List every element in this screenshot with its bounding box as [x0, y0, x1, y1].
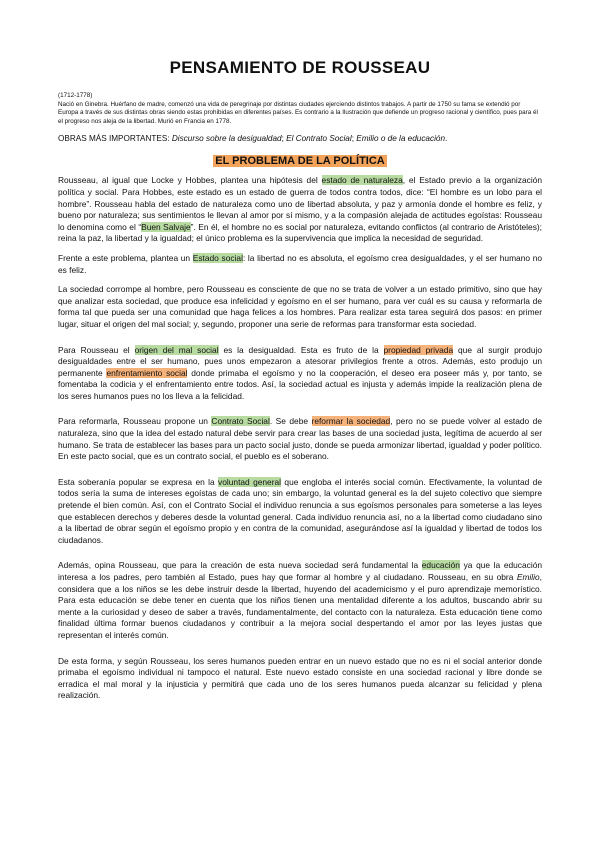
paragraph — [58, 656, 542, 702]
paragraph — [58, 477, 542, 547]
text-run: Frente a este problema, plantea un — [58, 252, 193, 263]
text-run: que engloba el interés social común. Efectivamente, la voluntad de todos sería la suma de intereses egoístas de cada uno; sin embargo, la voluntad general es la del sujeto colectivo que siempre pretende el bien común. Así, con el Contrato Social el individuo renuncia a sus egoísmos personales para someterse a las leyes que establecen derechos y deberes desde la voluntad general. Cada individuo renuncia así, no a la libertad como ciudadano sino a la libertad de obrar según el egoísmo propio y en contra de la comunidad, asegurándose así la igualdad y libertad de todos los ciudadanos. — [58, 476, 542, 545]
work-separator: ; — [281, 134, 287, 144]
body-text — [58, 175, 542, 702]
work-title: Emilio — [516, 572, 540, 582]
work-separator: ; — [351, 134, 357, 144]
key-term-highlight: Buen Salvaje — [141, 221, 191, 232]
major-works-label: OBRAS MÁS IMPORTANTES: — [58, 134, 172, 144]
text-run: Para reformarla, Rousseau propone un — [58, 416, 212, 427]
key-term-highlight: educación — [421, 560, 460, 571]
text-run: , pero no se puede volver al estado de naturaleza, sino que la idea del estado natural debe servir para crear las bases de una sociedad justa, legítima de acuerdo al ser humano. Se trata de establecer las bases para un pacto social justo, donde se pueda armonizar libertad, igualdad y poder político. En este pacto social, que es un contrato social, el pueblo es el soberano. — [58, 416, 542, 462]
work-title: Emilio o de la educación — [356, 134, 446, 144]
text-run: La sociedad corrompe al hombre, pero Rousseau es consciente de que no se trata de volver a un estado primitivo, sino que hay que analizar esta sociedad, que produce esa infelicidad y egoísmo en el ser humano, para ver cuál es su causa y reformarla de forma tal que pueda ser una comunidad que haga felices a los hombres. Para realizar esta tarea seguirá dos pasos: en primer lugar, situar el origen del mal social; y, segundo, proponer una serie de reformas para transformar esta sociedad. — [58, 284, 542, 329]
text-run: De esta forma, y según Rousseau, los seres humanos pueden entrar en un nuevo estado que no es ni el social anterior donde primaba el egoísmo individual ni tampoco el natural. Este nuevo estado consiste en una sociedad racional y libre donde se erradica el mal moral y la injusticia y permitirá que cada uno de los seres humanos pueda alcanzar su felicidad y plena realización. — [58, 655, 542, 701]
text-run: es la desigualdad. Esta es fruto de la — [218, 344, 384, 355]
author-biography: Nació en Ginebra. Huérfano de madre, comenzó una vida de peregrinaje por distintas ciudades ejerciendo distintos trabajos. A partir de 1750 su fama se extendió por Europa a través de sus distintas obras siendo estas prohibidas en diferentes países. Es contrario a la Ilustración que defiende un progreso racional y científico, pues para él el progreso nos aleja de la libertad. Murió en Francia en 1778. — [58, 100, 538, 125]
paragraph — [58, 253, 542, 276]
document-page — [58, 58, 542, 710]
paragraph — [58, 175, 542, 245]
text-run: ”. En él, el hombre no es social por naturaleza, evitando conflictos (al contrario de Aristóteles); reina la paz, la libertad y la igualdad; el único problema es la supervivencia que implica la necesidad de seguridad. — [58, 221, 542, 244]
text-run: ya que la educación interesa a los padres, pero también al Estado, pues hay que formar al hombre y al ciudadano. Rousseau, en su obra — [58, 560, 543, 582]
text-run: , considera que a los niños se les debe instruir desde la libertad, huyendo del academicismo y el puro aprendizaje memorístico. Para esta educación se debe tener en cuenta que los niños tienen una mentalidad diferente a los adultos, buscando abrir su mente a la curiosidad y deseo de saber a través, fundamentalmente, del contacto con la naturaleza. Esta educación tiene como finalidad última formar buenos ciudadanos y contribuir a la mejora social despertando el amor por las leyes justas que representan el interés común. — [58, 572, 542, 640]
section-heading-text: EL PROBLEMA DE LA POLÍTICA — [215, 155, 385, 168]
paragraph — [58, 284, 542, 330]
paragraph — [58, 345, 542, 403]
works-end: . — [445, 134, 448, 144]
key-term-highlight: Contrato Social — [211, 416, 270, 427]
major-works — [58, 134, 542, 143]
page-title: PENSAMIENTO DE ROUSSEAU — [169, 58, 431, 77]
text-run: Rousseau, al igual que Locke y Hobbes, plantea una hipótesis del — [58, 175, 322, 186]
work-title: Discurso sobre la desigualdad — [171, 134, 282, 144]
text-run: . Se debe — [269, 416, 312, 427]
text-run: Además, opina Rousseau, que para la creación de esta nueva sociedad será fundamental la — [58, 560, 422, 571]
key-term-highlight: enfrentamiento social — [106, 367, 188, 378]
paragraph — [58, 560, 542, 641]
work-title: El Contrato Social — [286, 134, 352, 144]
key-term-highlight: Estado social — [192, 252, 243, 263]
text-run: Esta soberanía popular se expresa en la — [58, 476, 219, 487]
key-term-highlight: origen del mal social — [134, 344, 219, 355]
author-dates: (1712-1778) — [58, 92, 93, 99]
text-run: , el Estado previo a la organización política y social. Para Hobbes, este estado es un estado de guerra de todos contra todos, dice: “El hombre es un lobo para el hombre”. Rousseau habla del estado de naturaleza como uno de libertad absoluta, y paz y armonía donde el hombre es feliz, y bueno por naturaleza; sus sentimientos le llevan al amor por sí mismo, y a la compasión alejada de actitudes egoístas: Rousseau lo denomina como el “ — [58, 175, 543, 232]
text-run: que al surgir produjo desigualdades entre el ser humano, pues unos empezaron a atesorar privilegios frente a otros. Además, esto produjo un permanente — [58, 344, 543, 378]
key-term-highlight: reformar la sociedad — [311, 416, 391, 427]
section-heading — [58, 155, 542, 167]
paragraph — [58, 416, 542, 462]
key-term-highlight: voluntad general — [218, 476, 282, 487]
text-run: : la libertad no es absoluta, el egoísmo crea desigualdades, y el ser humano no es feliz. — [58, 252, 543, 275]
text-run: Para Rousseau el — [58, 344, 135, 355]
text-run: donde primaba el egoísmo y no la cooperación, el deseo era poseer más y, por tanto, se fomentaba la codicia y el enfrentamiento entre todos. Así, la sociedad actual es injusta y además impide la realización plena de los seres humanos pues no los lleva a la felicidad. — [58, 367, 543, 401]
key-term-highlight: estado de naturaleza — [321, 175, 403, 186]
key-term-highlight: propiedad privada — [383, 344, 454, 355]
